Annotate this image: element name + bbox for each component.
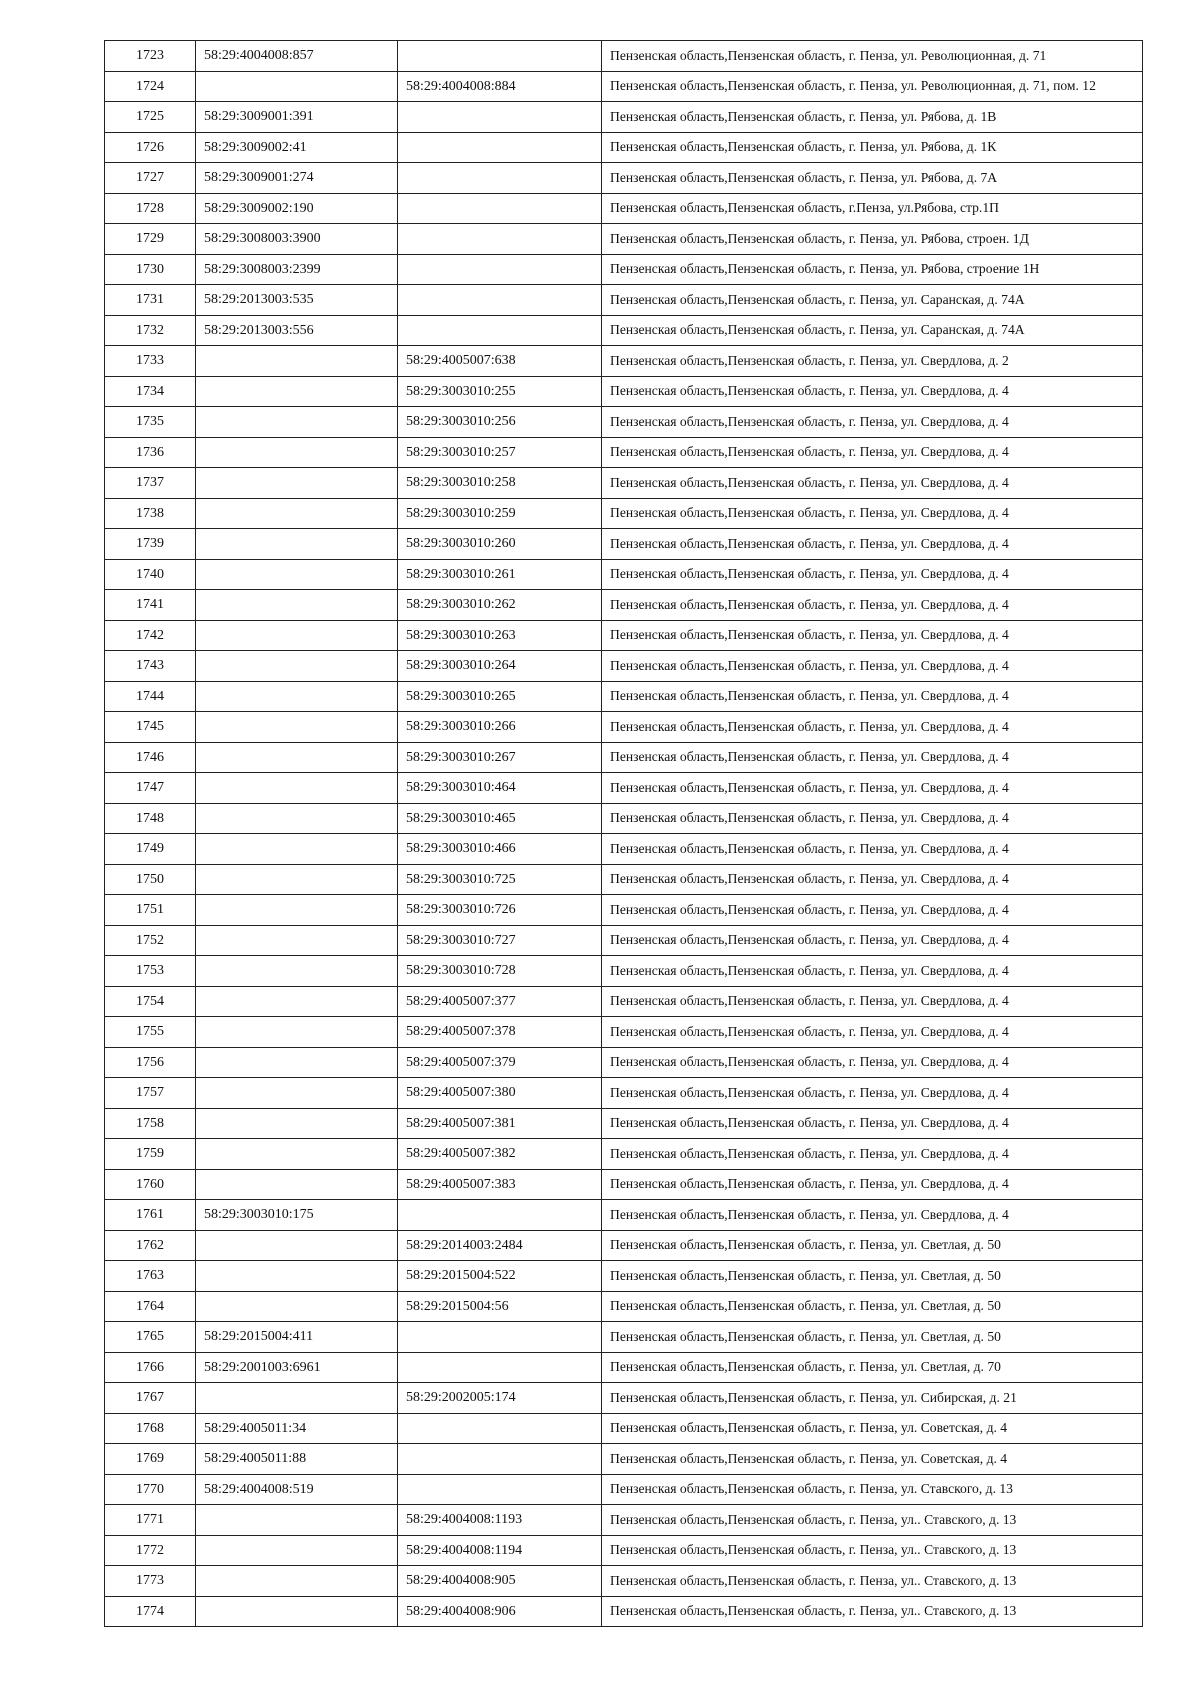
land-cadastral-number-cell: [196, 529, 398, 560]
table-row: [105, 224, 1143, 255]
table-row: [105, 1566, 1143, 1597]
table-body: [105, 41, 1143, 1627]
table-row: [105, 71, 1143, 102]
table-row: [105, 590, 1143, 621]
address-cell: Пензенская область,Пензенская область, г. Пенза, ул. Свердлова, д. 4: [602, 895, 1143, 926]
address-cell: Пензенская область,Пензенская область, г. Пенза, ул. Революционная, д. 71: [602, 41, 1143, 72]
row-number-cell: 1764: [105, 1291, 196, 1322]
table-row: [105, 1322, 1143, 1353]
address-cell: Пензенская область,Пензенская область, г. Пенза, ул. Свердлова, д. 4: [602, 742, 1143, 773]
object-cadastral-number-cell: [398, 1474, 602, 1505]
object-cadastral-number-cell: 58:29:3003010:256: [398, 407, 602, 438]
row-number-cell: 1739: [105, 529, 196, 560]
object-cadastral-number-cell: 58:29:4004008:884: [398, 71, 602, 102]
land-cadastral-number-cell: 58:29:3008003:2399: [196, 254, 398, 285]
table-row: [105, 437, 1143, 468]
address-cell: Пензенская область,Пензенская область, г. Пенза, ул. Свердлова, д. 4: [602, 712, 1143, 743]
land-cadastral-number-cell: [196, 1230, 398, 1261]
table-row: [105, 620, 1143, 651]
address-cell: Пензенская область,Пензенская область, г. Пенза, ул. Свердлова, д. 4: [602, 620, 1143, 651]
object-cadastral-number-cell: 58:29:4005007:379: [398, 1047, 602, 1078]
land-cadastral-number-cell: 58:29:3009002:190: [196, 193, 398, 224]
table-row: [105, 834, 1143, 865]
address-cell: Пензенская область,Пензенская область, г. Пенза, ул. Саранская, д. 74А: [602, 285, 1143, 316]
object-cadastral-number-cell: 58:29:4005007:638: [398, 346, 602, 377]
land-cadastral-number-cell: [196, 437, 398, 468]
table-row: [105, 1047, 1143, 1078]
table-row: [105, 132, 1143, 163]
address-cell: Пензенская область,Пензенская область, г. Пенза, ул. Рябова, д. 7А: [602, 163, 1143, 194]
address-cell: Пензенская область,Пензенская область, г. Пенза, ул. Светлая, д. 50: [602, 1291, 1143, 1322]
table-row: [105, 1596, 1143, 1627]
table-row: [105, 1261, 1143, 1292]
land-cadastral-number-cell: [196, 559, 398, 590]
object-cadastral-number-cell: 58:29:3003010:258: [398, 468, 602, 499]
address-cell: Пензенская область,Пензенская область, г. Пенза, ул. Свердлова, д. 4: [602, 1108, 1143, 1139]
land-cadastral-number-cell: [196, 1291, 398, 1322]
table-row: [105, 407, 1143, 438]
row-number-cell: 1741: [105, 590, 196, 621]
land-cadastral-number-cell: [196, 834, 398, 865]
table-row: [105, 315, 1143, 346]
row-number-cell: 1760: [105, 1169, 196, 1200]
table-row: [105, 986, 1143, 1017]
table-row: [105, 163, 1143, 194]
address-cell: Пензенская область,Пензенская область, г. Пенза, ул. Светлая, д. 50: [602, 1322, 1143, 1353]
land-cadastral-number-cell: 58:29:4005011:88: [196, 1444, 398, 1475]
object-cadastral-number-cell: 58:29:4004008:906: [398, 1596, 602, 1627]
row-number-cell: 1743: [105, 651, 196, 682]
row-number-cell: 1730: [105, 254, 196, 285]
table-row: [105, 1413, 1143, 1444]
row-number-cell: 1770: [105, 1474, 196, 1505]
object-cadastral-number-cell: 58:29:2015004:56: [398, 1291, 602, 1322]
table-row: [105, 1017, 1143, 1048]
row-number-cell: 1728: [105, 193, 196, 224]
object-cadastral-number-cell: [398, 163, 602, 194]
land-cadastral-number-cell: 58:29:2013003:535: [196, 285, 398, 316]
object-cadastral-number-cell: [398, 285, 602, 316]
table-row: [105, 651, 1143, 682]
land-cadastral-number-cell: [196, 1169, 398, 1200]
row-number-cell: 1774: [105, 1596, 196, 1627]
address-cell: Пензенская область,Пензенская область, г. Пенза, ул. Свердлова, д. 4: [602, 1047, 1143, 1078]
address-cell: Пензенская область,Пензенская область, г. Пенза, ул. Светлая, д. 50: [602, 1261, 1143, 1292]
object-cadastral-number-cell: 58:29:2015004:522: [398, 1261, 602, 1292]
land-cadastral-number-cell: [196, 1139, 398, 1170]
row-number-cell: 1747: [105, 773, 196, 804]
row-number-cell: 1750: [105, 864, 196, 895]
object-cadastral-number-cell: 58:29:3003010:264: [398, 651, 602, 682]
object-cadastral-number-cell: 58:29:3003010:259: [398, 498, 602, 529]
row-number-cell: 1731: [105, 285, 196, 316]
land-cadastral-number-cell: [196, 1108, 398, 1139]
address-cell: Пензенская область,Пензенская область, г. Пенза, ул. Свердлова, д. 4: [602, 1200, 1143, 1231]
row-number-cell: 1753: [105, 956, 196, 987]
row-number-cell: 1729: [105, 224, 196, 255]
address-cell: Пензенская область,Пензенская область, г. Пенза, ул. Свердлова, д. 4: [602, 986, 1143, 1017]
row-number-cell: 1769: [105, 1444, 196, 1475]
row-number-cell: 1736: [105, 437, 196, 468]
land-cadastral-number-cell: [196, 712, 398, 743]
row-number-cell: 1772: [105, 1535, 196, 1566]
object-cadastral-number-cell: 58:29:4005007:380: [398, 1078, 602, 1109]
object-cadastral-number-cell: 58:29:4005007:382: [398, 1139, 602, 1170]
land-cadastral-number-cell: [196, 1566, 398, 1597]
row-number-cell: 1744: [105, 681, 196, 712]
object-cadastral-number-cell: [398, 315, 602, 346]
object-cadastral-number-cell: 58:29:3003010:728: [398, 956, 602, 987]
object-cadastral-number-cell: [398, 224, 602, 255]
object-cadastral-number-cell: 58:29:4005007:377: [398, 986, 602, 1017]
object-cadastral-number-cell: 58:29:4005007:378: [398, 1017, 602, 1048]
address-cell: Пензенская область,Пензенская область, г. Пенза, ул. Свердлова, д. 4: [602, 1169, 1143, 1200]
row-number-cell: 1752: [105, 925, 196, 956]
table-row: [105, 1230, 1143, 1261]
land-cadastral-number-cell: [196, 1017, 398, 1048]
row-number-cell: 1767: [105, 1383, 196, 1414]
land-cadastral-number-cell: [196, 1535, 398, 1566]
row-number-cell: 1759: [105, 1139, 196, 1170]
land-cadastral-number-cell: [196, 376, 398, 407]
land-cadastral-number-cell: [196, 590, 398, 621]
object-cadastral-number-cell: 58:29:3003010:466: [398, 834, 602, 865]
land-cadastral-number-cell: [196, 742, 398, 773]
object-cadastral-number-cell: 58:29:3003010:265: [398, 681, 602, 712]
table-row: [105, 376, 1143, 407]
table-row: [105, 803, 1143, 834]
row-number-cell: 1735: [105, 407, 196, 438]
row-number-cell: 1757: [105, 1078, 196, 1109]
land-cadastral-number-cell: 58:29:3003010:175: [196, 1200, 398, 1231]
object-cadastral-number-cell: 58:29:2002005:174: [398, 1383, 602, 1414]
address-cell: Пензенская область,Пензенская область, г. Пенза, ул. Свердлова, д. 4: [602, 834, 1143, 865]
address-cell: Пензенская область,Пензенская область, г. Пенза, ул. Советская, д. 4: [602, 1444, 1143, 1475]
land-cadastral-number-cell: [196, 1261, 398, 1292]
table-row: [105, 1139, 1143, 1170]
row-number-cell: 1758: [105, 1108, 196, 1139]
land-cadastral-number-cell: [196, 1047, 398, 1078]
row-number-cell: 1766: [105, 1352, 196, 1383]
land-cadastral-number-cell: [196, 864, 398, 895]
address-cell: Пензенская область,Пензенская область, г. Пенза, ул. Свердлова, д. 4: [602, 559, 1143, 590]
object-cadastral-number-cell: [398, 1352, 602, 1383]
object-cadastral-number-cell: 58:29:3003010:261: [398, 559, 602, 590]
table-row: [105, 102, 1143, 133]
object-cadastral-number-cell: [398, 1322, 602, 1353]
land-cadastral-number-cell: 58:29:3009001:274: [196, 163, 398, 194]
table-row: [105, 529, 1143, 560]
object-cadastral-number-cell: 58:29:4004008:1194: [398, 1535, 602, 1566]
object-cadastral-number-cell: 58:29:4005007:383: [398, 1169, 602, 1200]
object-cadastral-number-cell: 58:29:3003010:260: [398, 529, 602, 560]
table-row: [105, 254, 1143, 285]
land-cadastral-number-cell: [196, 620, 398, 651]
object-cadastral-number-cell: 58:29:3003010:726: [398, 895, 602, 926]
address-cell: Пензенская область,Пензенская область, г. Пенза, ул.. Ставского, д. 13: [602, 1566, 1143, 1597]
table-row: [105, 1383, 1143, 1414]
land-cadastral-number-cell: [196, 773, 398, 804]
land-cadastral-number-cell: [196, 956, 398, 987]
land-cadastral-number-cell: [196, 803, 398, 834]
land-cadastral-number-cell: 58:29:2001003:6961: [196, 1352, 398, 1383]
row-number-cell: 1725: [105, 102, 196, 133]
table-row: [105, 895, 1143, 926]
address-cell: Пензенская область,Пензенская область, г. Пенза, ул. Свердлова, д. 4: [602, 681, 1143, 712]
address-cell: Пензенская область,Пензенская область, г. Пенза, ул. Рябова, строение 1Н: [602, 254, 1143, 285]
address-cell: Пензенская область,Пензенская область, г. Пенза, ул. Сибирская, д. 21: [602, 1383, 1143, 1414]
row-number-cell: 1762: [105, 1230, 196, 1261]
object-cadastral-number-cell: [398, 1413, 602, 1444]
table-row: [105, 1078, 1143, 1109]
table-row: [105, 1108, 1143, 1139]
address-cell: Пензенская область,Пензенская область, г. Пенза, ул.. Ставского, д. 13: [602, 1505, 1143, 1536]
row-number-cell: 1749: [105, 834, 196, 865]
table-row: [105, 346, 1143, 377]
land-cadastral-number-cell: [196, 1596, 398, 1627]
land-cadastral-number-cell: [196, 468, 398, 499]
row-number-cell: 1755: [105, 1017, 196, 1048]
object-cadastral-number-cell: 58:29:3003010:725: [398, 864, 602, 895]
land-cadastral-number-cell: 58:29:4004008:857: [196, 41, 398, 72]
row-number-cell: 1742: [105, 620, 196, 651]
object-cadastral-number-cell: [398, 254, 602, 285]
land-cadastral-number-cell: [196, 1078, 398, 1109]
land-cadastral-number-cell: [196, 1383, 398, 1414]
table-row: [105, 1352, 1143, 1383]
land-cadastral-number-cell: 58:29:3009001:391: [196, 102, 398, 133]
land-cadastral-number-cell: 58:29:4005011:34: [196, 1413, 398, 1444]
object-cadastral-number-cell: [398, 1200, 602, 1231]
object-cadastral-number-cell: [398, 193, 602, 224]
address-cell: Пензенская область,Пензенская область, г. Пенза, ул. Свердлова, д. 4: [602, 864, 1143, 895]
property-table: [104, 40, 1143, 1627]
address-cell: Пензенская область,Пензенская область, г. Пенза, ул. Свердлова, д. 4: [602, 651, 1143, 682]
object-cadastral-number-cell: 58:29:3003010:464: [398, 773, 602, 804]
land-cadastral-number-cell: [196, 681, 398, 712]
land-cadastral-number-cell: [196, 925, 398, 956]
table-row: [105, 742, 1143, 773]
address-cell: Пензенская область,Пензенская область, г. Пенза, ул. Свердлова, д. 4: [602, 407, 1143, 438]
land-cadastral-number-cell: 58:29:3009002:41: [196, 132, 398, 163]
row-number-cell: 1746: [105, 742, 196, 773]
land-cadastral-number-cell: 58:29:2013003:556: [196, 315, 398, 346]
address-cell: Пензенская область,Пензенская область, г. Пенза, ул. Рябова, д. 1К: [602, 132, 1143, 163]
address-cell: Пензенская область,Пензенская область, г. Пенза, ул. Свердлова, д. 4: [602, 1078, 1143, 1109]
table-row: [105, 468, 1143, 499]
table-row: [105, 193, 1143, 224]
object-cadastral-number-cell: 58:29:3003010:727: [398, 925, 602, 956]
row-number-cell: 1740: [105, 559, 196, 590]
object-cadastral-number-cell: 58:29:3003010:266: [398, 712, 602, 743]
object-cadastral-number-cell: [398, 1444, 602, 1475]
address-cell: Пензенская область,Пензенская область, г. Пенза, ул. Свердлова, д. 4: [602, 468, 1143, 499]
object-cadastral-number-cell: [398, 102, 602, 133]
land-cadastral-number-cell: 58:29:4004008:519: [196, 1474, 398, 1505]
row-number-cell: 1754: [105, 986, 196, 1017]
address-cell: Пензенская область,Пензенская область, г. Пенза, ул. Свердлова, д. 4: [602, 1017, 1143, 1048]
object-cadastral-number-cell: 58:29:3003010:263: [398, 620, 602, 651]
table-row: [105, 1200, 1143, 1231]
address-cell: Пензенская область,Пензенская область, г. Пенза, ул.. Ставского, д. 13: [602, 1535, 1143, 1566]
land-cadastral-number-cell: [196, 1505, 398, 1536]
land-cadastral-number-cell: 58:29:3008003:3900: [196, 224, 398, 255]
table-row: [105, 681, 1143, 712]
object-cadastral-number-cell: [398, 132, 602, 163]
row-number-cell: 1748: [105, 803, 196, 834]
row-number-cell: 1756: [105, 1047, 196, 1078]
address-cell: Пензенская область,Пензенская область, г. Пенза, ул. Свердлова, д. 4: [602, 956, 1143, 987]
address-cell: Пензенская область,Пензенская область, г. Пенза, ул. Советская, д. 4: [602, 1413, 1143, 1444]
land-cadastral-number-cell: [196, 498, 398, 529]
address-cell: Пензенская область,Пензенская область, г. Пенза, ул. Светлая, д. 70: [602, 1352, 1143, 1383]
table-row: [105, 285, 1143, 316]
table-row: [105, 712, 1143, 743]
address-cell: Пензенская область,Пензенская область, г. Пенза, ул. Рябова, д. 1В: [602, 102, 1143, 133]
address-cell: Пензенская область,Пензенская область, г. Пенза, ул. Свердлова, д. 4: [602, 773, 1143, 804]
object-cadastral-number-cell: 58:29:4005007:381: [398, 1108, 602, 1139]
address-cell: Пензенская область,Пензенская область, г.Пенза, ул.Рябова, стр.1П: [602, 193, 1143, 224]
table-row: [105, 1505, 1143, 1536]
row-number-cell: 1771: [105, 1505, 196, 1536]
table-row: [105, 1474, 1143, 1505]
object-cadastral-number-cell: 58:29:4004008:1193: [398, 1505, 602, 1536]
object-cadastral-number-cell: [398, 41, 602, 72]
row-number-cell: 1763: [105, 1261, 196, 1292]
table-row: [105, 864, 1143, 895]
land-cadastral-number-cell: [196, 407, 398, 438]
row-number-cell: 1737: [105, 468, 196, 499]
row-number-cell: 1727: [105, 163, 196, 194]
address-cell: Пензенская область,Пензенская область, г. Пенза, ул.. Ставского, д. 13: [602, 1596, 1143, 1627]
table-row: [105, 1291, 1143, 1322]
address-cell: Пензенская область,Пензенская область, г. Пенза, ул. Рябова, строен. 1Д: [602, 224, 1143, 255]
row-number-cell: 1723: [105, 41, 196, 72]
table-row: [105, 956, 1143, 987]
row-number-cell: 1773: [105, 1566, 196, 1597]
land-cadastral-number-cell: [196, 71, 398, 102]
row-number-cell: 1726: [105, 132, 196, 163]
land-cadastral-number-cell: [196, 651, 398, 682]
row-number-cell: 1734: [105, 376, 196, 407]
table-row: [105, 559, 1143, 590]
address-cell: Пензенская область,Пензенская область, г. Пенза, ул. Свердлова, д. 4: [602, 437, 1143, 468]
object-cadastral-number-cell: 58:29:3003010:257: [398, 437, 602, 468]
object-cadastral-number-cell: 58:29:3003010:255: [398, 376, 602, 407]
table-row: [105, 1535, 1143, 1566]
address-cell: Пензенская область,Пензенская область, г. Пенза, ул. Свердлова, д. 4: [602, 803, 1143, 834]
land-cadastral-number-cell: [196, 895, 398, 926]
object-cadastral-number-cell: 58:29:4004008:905: [398, 1566, 602, 1597]
address-cell: Пензенская область,Пензенская область, г. Пенза, ул. Светлая, д. 50: [602, 1230, 1143, 1261]
object-cadastral-number-cell: 58:29:3003010:267: [398, 742, 602, 773]
row-number-cell: 1765: [105, 1322, 196, 1353]
table-row: [105, 1169, 1143, 1200]
table-row: [105, 41, 1143, 72]
land-cadastral-number-cell: [196, 346, 398, 377]
row-number-cell: 1751: [105, 895, 196, 926]
address-cell: Пензенская область,Пензенская область, г. Пенза, ул. Революционная, д. 71, пом. 12: [602, 71, 1143, 102]
address-cell: Пензенская область,Пензенская область, г. Пенза, ул. Свердлова, д. 4: [602, 529, 1143, 560]
address-cell: Пензенская область,Пензенская область, г. Пенза, ул. Саранская, д. 74А: [602, 315, 1143, 346]
table-row: [105, 773, 1143, 804]
address-cell: Пензенская область,Пензенская область, г. Пенза, ул. Свердлова, д. 4: [602, 590, 1143, 621]
address-cell: Пензенская область,Пензенская область, г. Пенза, ул. Свердлова, д. 4: [602, 376, 1143, 407]
row-number-cell: 1733: [105, 346, 196, 377]
table-row: [105, 925, 1143, 956]
table-row: [105, 498, 1143, 529]
land-cadastral-number-cell: [196, 986, 398, 1017]
address-cell: Пензенская область,Пензенская область, г. Пенза, ул. Свердлова, д. 4: [602, 925, 1143, 956]
row-number-cell: 1761: [105, 1200, 196, 1231]
row-number-cell: 1724: [105, 71, 196, 102]
address-cell: Пензенская область,Пензенская область, г. Пенза, ул. Свердлова, д. 4: [602, 498, 1143, 529]
object-cadastral-number-cell: 58:29:2014003:2484: [398, 1230, 602, 1261]
row-number-cell: 1745: [105, 712, 196, 743]
object-cadastral-number-cell: 58:29:3003010:465: [398, 803, 602, 834]
address-cell: Пензенская область,Пензенская область, г. Пенза, ул. Ставского, д. 13: [602, 1474, 1143, 1505]
land-cadastral-number-cell: 58:29:2015004:411: [196, 1322, 398, 1353]
object-cadastral-number-cell: 58:29:3003010:262: [398, 590, 602, 621]
row-number-cell: 1732: [105, 315, 196, 346]
row-number-cell: 1768: [105, 1413, 196, 1444]
address-cell: Пензенская область,Пензенская область, г. Пенза, ул. Свердлова, д. 2: [602, 346, 1143, 377]
address-cell: Пензенская область,Пензенская область, г. Пенза, ул. Свердлова, д. 4: [602, 1139, 1143, 1170]
table-row: [105, 1444, 1143, 1475]
row-number-cell: 1738: [105, 498, 196, 529]
